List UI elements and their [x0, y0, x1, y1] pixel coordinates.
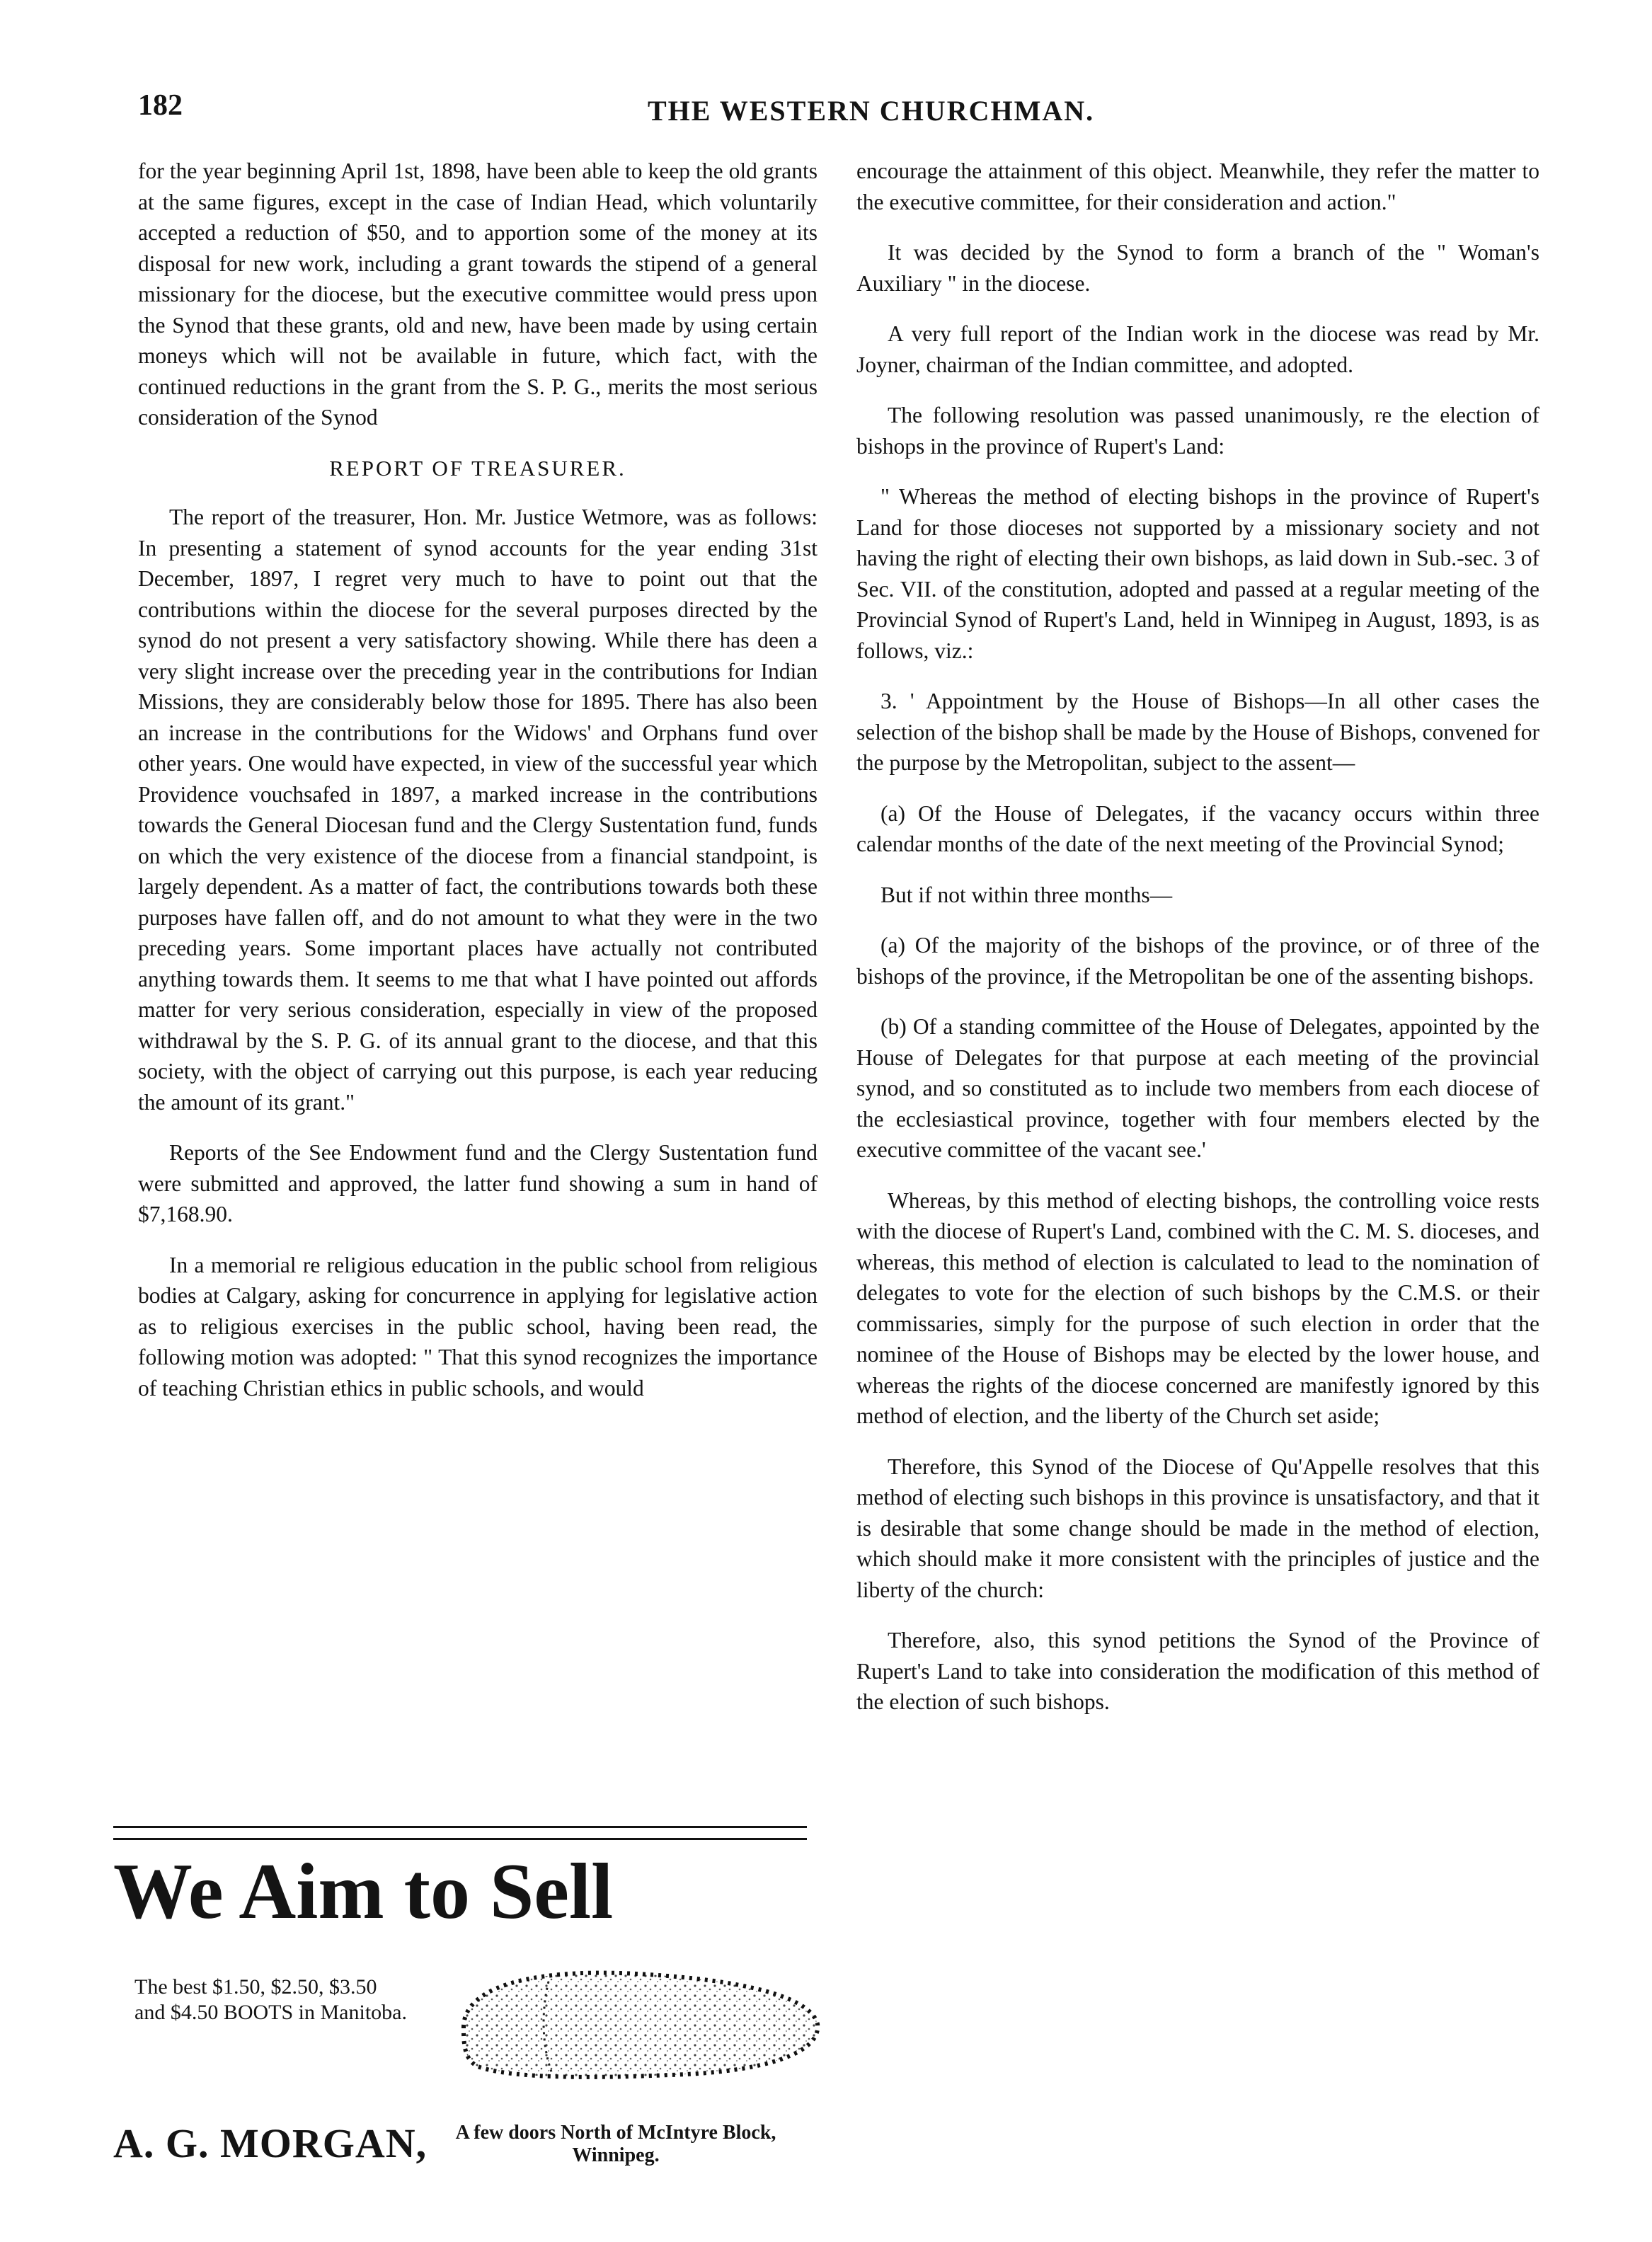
right-paragraph-1: encourage the attainment of this object. Meanwhile, they refer the matter to the executive committee, for their consideration and action."	[856, 159, 1539, 214]
treasurer-report-heading: REPORT OF TREASURER.	[329, 455, 626, 481]
right-paragraph-11: Whereas, by this method of electing bishops, the controlling voice rests with the diocese of Rupert's Land, combined with the C. M. S. dioceses, and whereas, this method of election is calculated to lead to the nomination of delegates to vote for the election of such bishops by the C.M.S. or their commissaries, simply for the purpose of such election in order that the nominee of the House of Bishops may be elected by the lower house, and whereas the rights of the diocese concerned are manifestly ignored by this method of election, and the liberty of the Church set aside;	[856, 1188, 1539, 1428]
right-paragraph-7: (a) Of the House of Delegates, if the vacancy occurs within three calendar months of the date of the next meeting of the Provincial Synod;	[856, 800, 1539, 856]
left-paragraph-1: for the year beginning April 1st, 1898, have been able to keep the old grants at the same figures, except in the case of Indian Head, which voluntarily accepted a reduction of $50, and to apportion some of the money at its disposal for new work, including a grant towards the stipend of a general missionary for the diocese, but the executive committee would press upon the Synod that these grants, old and new, have been made by using certain moneys which will not be available in future, which fact, with the continued reductions in the grant from the S. P. G., merits the most serious consideration of the Synod	[138, 159, 818, 430]
left-paragraph-3: Reports of the See Endowment fund and the Clergy Sustentation fund were submitted and approved, the latter fund showing a sum in hand of $7,168.90.	[138, 1140, 818, 1226]
left-column	[138, 156, 818, 1423]
right-column	[856, 156, 1539, 1737]
right-paragraph-13: Therefore, also, this synod petitions the Synod of the Province of Rupert's Land to take into consideration the modification of this method of the election of such bishops.	[856, 1628, 1539, 1714]
right-paragraph-9: (a) Of the majority of the bishops of the province, or of three of the bishops of the province, if the Metropolitan be one of the assenting bishops.	[856, 933, 1539, 989]
right-paragraph-6: 3. ' Appointment by the House of Bishops—In all other cases the selection of the bishop shall be made by the House of Bishops, convened for the purpose by the Metropolitan, subject to the assent—	[856, 689, 1539, 775]
page-header	[138, 88, 1603, 145]
advertisement-rule	[113, 1826, 807, 1840]
running-title: THE WESTERN CHURCHMAN.	[648, 95, 1095, 127]
right-paragraph-8: But if not within three months—	[881, 882, 1173, 907]
page-number: 182	[138, 89, 183, 122]
left-paragraph-4: In a memorial re religious education in the public school from religious bodies at Calgary, asking for concurrence in applying for legislative action as to religious exercises in the public school, having been read, the following motion was adopted: " That this synod recognizes the importance of teaching Christian ethics in public schools, and would	[138, 1252, 818, 1401]
advertisement-dealer: A. G. MORGAN,	[113, 2120, 428, 2166]
sole-outline	[464, 1973, 818, 2077]
right-paragraph-3: A very full report of the Indian work in the diocese was read by Mr. Joyner, chairman of the Indian committee, and adopted.	[856, 321, 1539, 377]
boot-advertisement	[113, 1840, 814, 2173]
advertisement-offer: The best $1.50, $2.50, $3.50 and $4.50 BOOTS in Manitoba.	[134, 1975, 407, 2024]
right-paragraph-2: It was decided by the Synod to form a branch of the " Woman's Auxiliary " in the diocese.	[856, 240, 1539, 296]
right-paragraph-4: The following resolution was passed unanimously, re the election of bishops in the province of Rupert's Land:	[856, 403, 1539, 459]
right-paragraph-10: (b) Of a standing committee of the House of Delegates, appointed by the House of Delegates for that purpose at each meeting of the provincial synod, and so constituted as to include two members from each diocese of the ecclesiastical province, together with four members elected by the executive committee of the vacant see.'	[856, 1014, 1539, 1162]
advertisement-headline: We Aim to Sell	[113, 1848, 614, 1936]
advertisement-address: A few doors North of McIntyre Block, Winnipeg.	[455, 2122, 776, 2166]
boot-sole-illustration	[435, 1953, 832, 2095]
right-paragraph-12: Therefore, this Synod of the Diocese of Qu'Appelle resolves that this method of electing such bishops in this province is unsatisfactory, and that it is desirable that some change should be made in the method of election, which should make it more consistent with the principles of justice and the liberty of the church:	[856, 1454, 1539, 1602]
right-paragraph-5: " Whereas the method of electing bishops in the province of Rupert's Land for those dioceses not supported by a missionary society and not having the right of electing their own bishops, as laid down in Sub.-sec. 3 of Sec. VII. of the constitution, adopted and passed at a regular meeting of the Provincial Synod of Rupert's Land, held in Winnipeg in August, 1893, is as follows, viz.:	[856, 484, 1539, 663]
left-paragraph-2: The report of the treasurer, Hon. Mr. Justice Wetmore, was as follows: In presenting a statement of synod accounts for the year ending 31st December, 1897, I regret very much to have to point out that the contributions within the diocese for the several purposes directed by the synod do not present a very satisfactory showing. While there has deen a very slight increase over the preceding year in the contributions for Indian Missions, they are considerably below those for 1895. There has also been an increase in the contributions for the Widows' and Orphans fund over other years. One would have expected, in view of the successful year which Providence vouchsafed in 1897, a marked increase in the contributions towards the General Diocesan fund and the Clergy Sustentation fund, funds on which the very existence of the diocese from a financial standpoint, is largely dependent. As a matter of fact, the contributions towards both these purposes have fallen off, and do not amount to what they were in the two preceding years. Some important places have actually not contributed anything towards them. It seems to me that what I have pointed out affords matter for very serious consideration, especially in view of the proposed withdrawal by the S. P. G. of its annual grant to the diocese, and that this society, with the object of carrying out this purpose, is each year reducing the amount of its grant."	[138, 505, 818, 1115]
